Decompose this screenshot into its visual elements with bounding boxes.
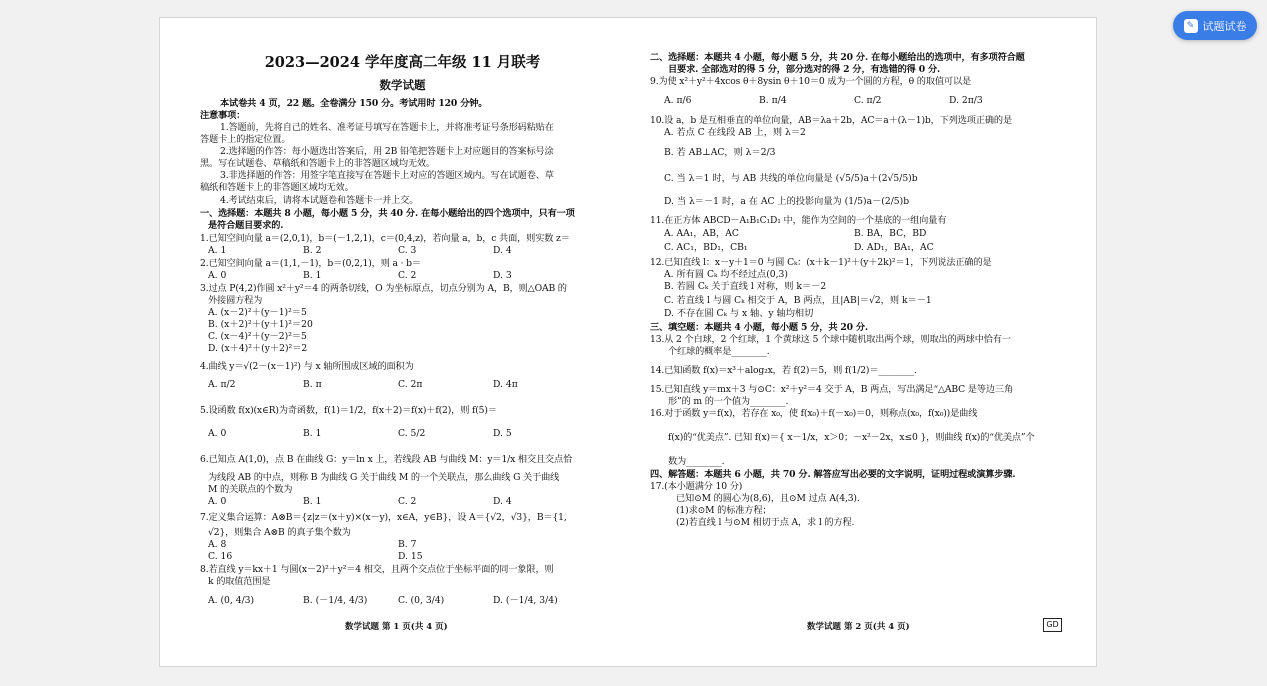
option-b: B. 1 [303,270,322,281]
notes-heading: 注意事项： [200,110,246,121]
option-b: B. 1 [303,428,322,439]
question-9: 9.为使 x²＋y²＋4xcos θ＋8ysin θ＋10＝0 成为一个圆的方程，θ 的取值可以是 [650,76,972,87]
question-16-cont: f(x)的“优美点”. 已知 f(x)＝{ x－1/x，x＞0；－x²－2x，x≤0 }，则曲线 f(x)的“优美点”个 [668,432,1035,443]
page-footer: 数学试题 第 1 页(共 4 页) [345,622,448,632]
option-a: A. AA₁，AB，AC [664,228,739,239]
option-d: D. 3 [493,270,512,281]
question-8-cont: k 的取值范围是 [208,576,271,587]
question-7: 7.定义集合运算：A⊗B＝{z|z＝(x＋y)×(x－y)，x∈A，y∈B}，设 A＝{√2，√3}，B＝{1, [200,512,567,523]
question-2: 2.已知空间向量 a＝(1,1,－1)，b＝(0,2,1)，则 a · b＝ [200,258,421,269]
try-exam-button[interactable] [1173,11,1257,40]
exam-icon: ✎ [1184,19,1198,33]
option-c: C. 若直线 l 与圆 Cₖ 相交于 A，B 两点，且|AB|＝√2，则 k＝－1 [664,295,932,306]
option-b: B. 若 AB⊥AC，则 λ＝2/3 [664,147,776,158]
question-17: 17.(本小题满分 10 分) [650,481,743,492]
question-17-line: (2)若直线 l 与⊙M 相切于点 A，求 l 的方程. [676,517,855,528]
option-b: B. BA，BC，BD [854,228,927,239]
option-a: A. 1 [208,245,227,256]
option-b: B. 2 [303,245,322,256]
question-5: 5.设函数 f(x)(x∈R)为奇函数，f(1)＝1/2，f(x＋2)＝f(x)＋f(2)，则 f(5)＝ [200,405,497,416]
option-a: A. 8 [208,539,227,550]
question-17-line: (1)求⊙M 的标准方程； [676,505,772,516]
option-c: C. 2 [398,496,417,507]
question-3-cont: 外接圆方程为 [208,295,263,306]
question-6-cont: 为线段 AB 的中点，则称 B 为曲线 G 关于曲线 M 的一个关联点，那么曲线 G 关于曲线 [208,472,560,483]
question-6: 6.已知点 A(1,0)，点 B 在曲线 G：y＝ln x 上，若线段 AB 与曲线 M：y＝1/x 相交且交点恰 [200,454,573,465]
option-d: D. 4 [493,245,512,256]
option-c: C. 2π [398,379,423,390]
section2-heading-cont: 目要求. 全部选对的得 5 分，部分选对的得 2 分，有选错的得 0 分. [668,64,941,75]
option-a: A. 若点 C 在线段 AB 上，则 λ＝2 [664,127,806,138]
section2-heading: 二、选择题：本题共 4 小题，每小题 5 分，共 20 分. 在每小题给出的选项中，有多项符合题 [650,52,1025,63]
option-b: B. (x＋2)²＋(y＋1)²＝20 [208,319,313,330]
option-d: D. 2π/3 [949,95,983,106]
page-footer: 数学试题 第 2 页(共 4 页) [807,622,910,632]
option-d: D. 4π [493,379,518,390]
option-b: B. 1 [303,496,322,507]
option-c: C. 3 [398,245,417,256]
option-a: A. 0 [208,428,227,439]
option-d: D. 不存在圆 Cₖ 与 x 轴、y 轴均相切 [664,308,814,319]
question-8: 8.若直线 y＝kx＋1 与圆(x－2)²＋y²＝4 相交，且两个交点位于坐标平面的同一象限，则 [200,564,554,575]
option-a: A. (0, 4/3) [208,595,255,606]
question-10: 10.设 a，b 是互相垂直的单位向量，AB＝λa＋2b，AC＝a＋(λ－1)b，下列选项正确的是 [650,115,1012,126]
option-c: C. (x－4)²＋(y－2)²＝5 [208,331,307,342]
option-a: A. 0 [208,496,227,507]
question-16: 16.对于函数 y＝f(x)，若存在 x₀，使 f(x₀)＋f(－x₀)＝0，则称点(x₀，f(x₀))是曲线 [650,408,978,419]
section3-heading: 三、填空题：本题共 4 小题，每小题 5 分，共 20 分. [650,322,869,333]
option-b: B. π/4 [759,95,787,106]
question-11: 11.在正方体 ABCD－A₁B₁C₁D₁ 中，能作为空间的一个基底的一组向量有 [650,215,947,226]
question-15-cont: 形”的 m 的一个值为________. [668,396,789,407]
option-a: A. π/6 [664,95,692,106]
note-line: 答题卡上的指定位置。 [200,134,291,145]
exam-sheet [159,17,1097,667]
question-17-line: 已知⊙M 的圆心为(8,6)，且⊙M 过点 A(4,3). [676,493,860,504]
question-13: 13.从 2 个白球，2 个红球，1 个黄球这 5 个球中随机取出两个球，则取出的两球中恰有一 [650,334,1011,345]
option-c: C. π/2 [854,95,882,106]
exam-title: 2023—2024 学年度高二年级 11 月联考 [264,54,541,71]
option-c: C. 5/2 [398,428,426,439]
option-d: D. 15 [398,551,423,562]
note-line: 黑。写在试题卷、草稿纸和答题卡上的非答题区域均无效。 [200,158,435,169]
try-exam-button-label: 试题试卷 [1202,19,1247,33]
exam-subtitle: 数学试题 [379,78,426,92]
section1-heading: 一、选择题：本题共 8 小题，每小题 5 分，共 40 分. 在每小题给出的四个选项中，只有一项 [200,208,575,219]
option-d: D. AD₁，BA₁，AC [854,242,934,253]
exam-intro: 本试卷共 4 页，22 题。全卷满分 150 分。考试用时 120 分钟。 [220,98,488,109]
section4-heading: 四、解答题：本题共 6 小题，共 70 分. 解答应写出必要的文字说明，证明过程或演算步骤. [650,469,1016,480]
print-code-badge: GD [1043,618,1062,632]
question-1: 1.已知空间向量 a＝(2,0,1)，b＝(－1,2,1)，c＝(0,4,z)，若向量 a，b，c 共面，则实数 z＝ [200,233,570,244]
option-a: A. 0 [208,270,227,281]
option-c: C. 2 [398,270,417,281]
note-line: 1.答题前，先将自己的姓名、准考证号填写在答题卡上，并将准考证号条形码粘贴在 [220,122,554,133]
option-c: C. AC₁，BD₁，CB₁ [664,242,748,253]
note-line: 3.非选择题的作答：用签字笔直接写在答题卡上对应的答题区域内。写在试题卷、草 [220,170,554,181]
question-4: 4.曲线 y＝√(2－(x－1)²) 与 x 轴所围成区域的面积为 [200,361,414,372]
option-b: B. 若圆 Cₖ 关于直线 l 对称，则 k＝－2 [664,281,827,292]
option-b: B. π [303,379,322,390]
question-14: 14.已知函数 f(x)＝x³＋alog₂x，若 f(2)＝5，则 f(1/2)＝________. [650,365,917,376]
question-16-cont: 数为________. [668,456,725,467]
question-3: 3.过点 P(4,2)作圆 x²＋y²＝4 的两条切线，O 为坐标原点，切点分别为 A，B，则△OAB 的 [200,283,567,294]
option-a: A. π/2 [208,379,236,390]
option-c: C. (0, 3/4) [398,595,445,606]
question-15: 15.已知直线 y＝mx＋3 与⊙C：x²＋y²＝4 交于 A，B 两点，写出满足“△ABC 是等边三角 [650,384,1013,395]
option-b: B. (－1/4, 4/3) [303,595,368,606]
note-line: 4.考试结束后，请将本试题卷和答题卡一并上交。 [220,195,419,206]
option-c: C. 当 λ＝1 时，与 AB 共线的单位向量是 (√5/5)a＋(2√5/5)b [664,173,918,184]
option-b: B. 7 [398,539,417,550]
question-13-cont: 个红球的概率是________. [668,346,770,357]
option-d: D. 4 [493,496,512,507]
question-6-cont: M 的关联点的个数为 [208,484,293,495]
option-a: A. (x－2)²＋(y－1)²＝5 [208,307,307,318]
note-line: 稿纸和答题卡上的非答题区域均无效。 [200,182,354,193]
section1-heading-cont: 是符合题目要求的. [208,220,284,231]
note-line: 2.选择题的作答：每小题选出答案后，用 2B 铅笔把答题卡上对应题目的答案标号涂 [220,146,554,157]
question-7-cont: √2}，则集合 A⊗B 的真子集个数为 [208,527,351,538]
option-d: D. (x＋4)²＋(y＋2)²＝2 [208,343,308,354]
option-d: D. 5 [493,428,512,439]
option-d: D. (－1/4, 3/4) [493,595,558,606]
option-c: C. 16 [208,551,233,562]
question-12: 12.已知直线 l：x－y＋1＝0 与圆 Cₖ：(x＋k－1)²＋(y＋2k)²＝1，下列说法正确的是 [650,257,992,268]
option-a: A. 所有圆 Cₖ 均不经过点(0,3) [664,269,788,280]
option-d: D. 当 λ＝－1 时，a 在 AC 上的投影向量为 (1/5)a－(2/5)b [664,196,910,207]
